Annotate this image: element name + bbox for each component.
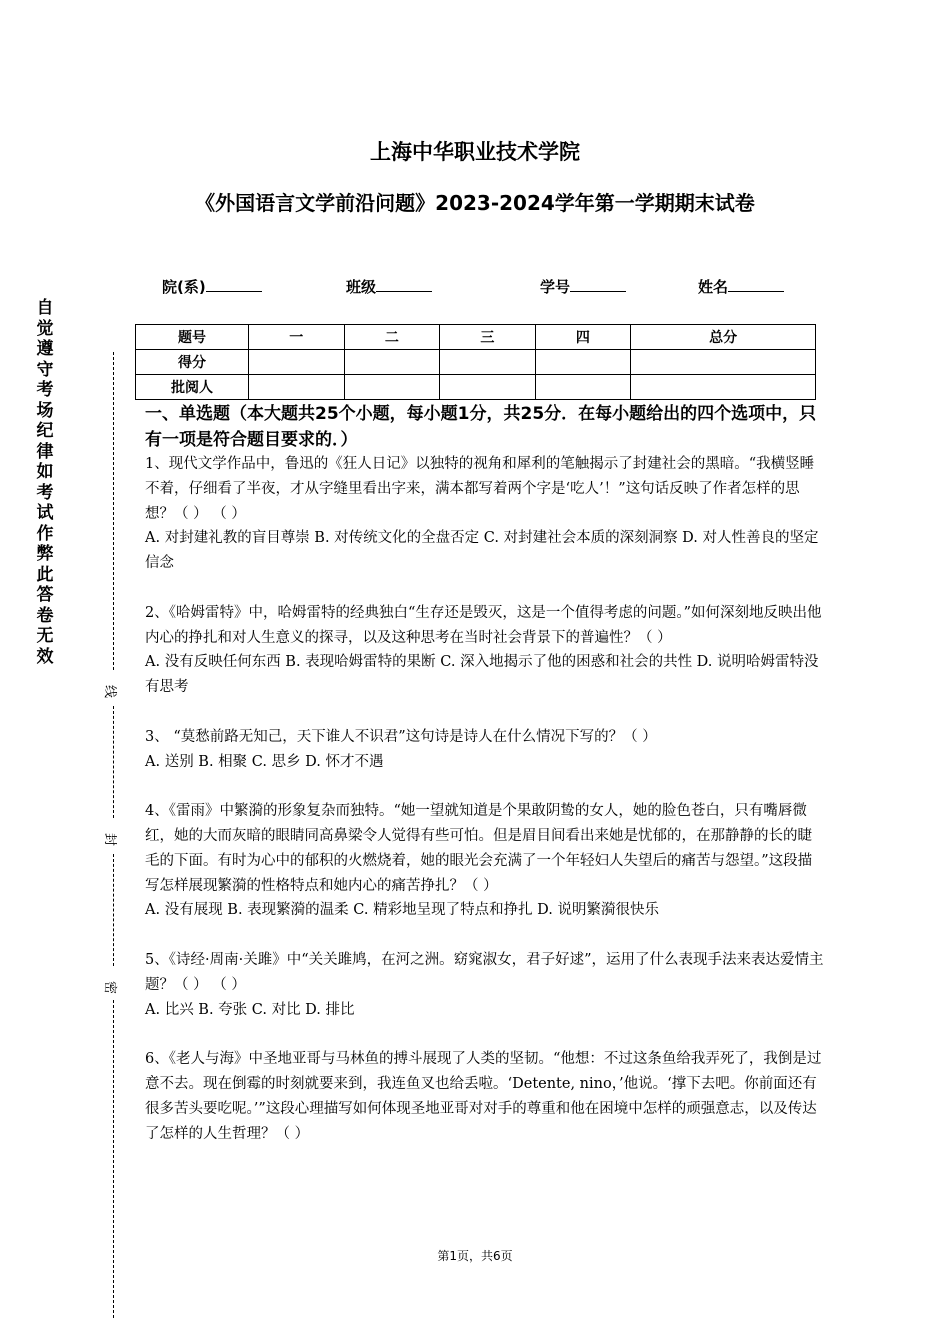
class-field: 班级 — [346, 276, 432, 297]
question-stem: 1、现代文学作品中，鲁迅的《狂人日记》以独特的视角和犀利的笔触揭示了封建社会的黑暗。“我横竖睡不着，仔细看了半夜，才从字缝里看出字来，满本都写着两个字是‘吃人’！”这句话反映了作者怎样的思想？（ ） （ ） — [145, 456, 815, 522]
column-header: 四 — [535, 325, 631, 350]
school-name: 上海中华职业技术学院 — [370, 140, 580, 164]
name-field: 姓名 — [698, 276, 784, 297]
student-info-row — [0, 276, 950, 300]
binding-line-segment — [113, 1000, 114, 1318]
grader-cell — [249, 375, 345, 400]
score-cell — [535, 350, 631, 375]
grader-cell — [344, 375, 440, 400]
column-header: 三 — [440, 325, 536, 350]
score-cell — [440, 350, 536, 375]
grader-cell — [535, 375, 631, 400]
section-heading: 一、单选题（本大题共25个小题，每小题1分，共25分．在每小题给出的四个选项中，只有一项是符合题目要求的．） — [145, 404, 817, 450]
binding-line-segment — [113, 706, 114, 818]
row-label: 批阅人 — [136, 375, 249, 400]
score-cell — [631, 350, 816, 375]
binding-label-secret: 密 — [102, 980, 118, 995]
question-list — [145, 452, 825, 1146]
page-footer: 第1页，共6页 — [437, 1249, 513, 1263]
score-table — [135, 324, 816, 400]
table-row — [136, 375, 816, 400]
table-row — [136, 325, 816, 350]
question-options: A. 没有反映任何东西 B. 表现哈姆雷特的果断 C. 深入地揭示了他的困惑和社会的共性 D. 说明哈姆雷特没有思考 — [145, 654, 819, 696]
column-header: 一 — [249, 325, 345, 350]
exam-discipline-notice: 自觉遵守考场纪律如考试作弊此答卷无效 — [36, 298, 54, 667]
binding-line-segment — [113, 352, 114, 670]
binding-label-seal: 封 — [102, 832, 118, 847]
table-row — [136, 350, 816, 375]
question-options: A. 对封建礼教的盲目尊崇 B. 对传统文化的全盘否定 C. 对封建社会本质的深刻洞察 D. 对人性善良的坚定信念 — [145, 530, 819, 572]
question-stem: 3、 “莫愁前路无知己，天下谁人不识君”这句诗是诗人在什么情况下写的？（ ） — [145, 728, 657, 745]
score-cell — [344, 350, 440, 375]
question-options: A. 比兴 B. 夸张 C. 对比 D. 排比 — [145, 1001, 355, 1018]
row-label: 题号 — [136, 325, 249, 350]
student-id-field: 学号 — [540, 276, 626, 297]
column-header: 二 — [344, 325, 440, 350]
question-stem: 4、《雷雨》中繁漪的形象复杂而独特。“她一望就知道是个果敢阴鸷的女人，她的脸色苍白，只有嘴唇微红，她的大而灰暗的眼睛同高鼻梁令人觉得有些可怕。但是眉目间看出来她是忧郁的，在那静静的长的睫毛的下面。有时为心中的郁积的火燃烧着，她的眼光会充满了一个年轻妇人失望后的痛苦与怨望。”这段描写怎样展现繁漪的性格特点和她内心的痛苦挣扎？（ ） — [145, 803, 813, 894]
row-label: 得分 — [136, 350, 249, 375]
binding-line-segment — [113, 854, 114, 966]
department-field: 院(系) — [162, 276, 262, 297]
question-stem: 5、《诗经·周南·关雎》中“关关雎鸠，在河之洲。窈窕淑女，君子好逑”，运用了什么表现手法来表达爱情主题？（ ） （ ） — [145, 951, 824, 993]
exam-title: 《外国语言文学前沿问题》2023-2024学年第一学期期末试卷 — [195, 191, 755, 215]
question-options: A. 没有展现 B. 表现繁漪的温柔 C. 精彩地呈现了特点和挣扎 D. 说明繁漪很快乐 — [145, 902, 660, 919]
score-cell — [249, 350, 345, 375]
question-stem: 2、《哈姆雷特》中，哈姆雷特的经典独白“生存还是毁灭，这是一个值得考虑的问题。”如何深刻地反映出他内心的挣扎和对人生意义的探寻，以及这种思考在当时社会背景下的普遍性？（ ） — [145, 604, 822, 646]
grader-cell — [631, 375, 816, 400]
grader-cell — [440, 375, 536, 400]
binding-label-line: 线 — [102, 684, 118, 699]
column-header: 总分 — [631, 325, 816, 350]
question-options: A. 送别 B. 相聚 C. 思乡 D. 怀才不遇 — [145, 753, 384, 770]
question-stem: 6、《老人与海》中圣地亚哥与马林鱼的搏斗展现了人类的坚韧。“他想：不过这条鱼给我弄死了，我倒是过意不去。现在倒霉的时刻就要来到，我连鱼叉也给丢啦。‘Detente, nino，’他说。‘撑下去吧。你前面还有很多苦头要吃呢。’”这段心理描写如何体现圣地亚哥对对手的尊重和他在困境中怎样的顽强意志，以及传达了怎样的人生哲理？（ ） — [145, 1051, 822, 1142]
